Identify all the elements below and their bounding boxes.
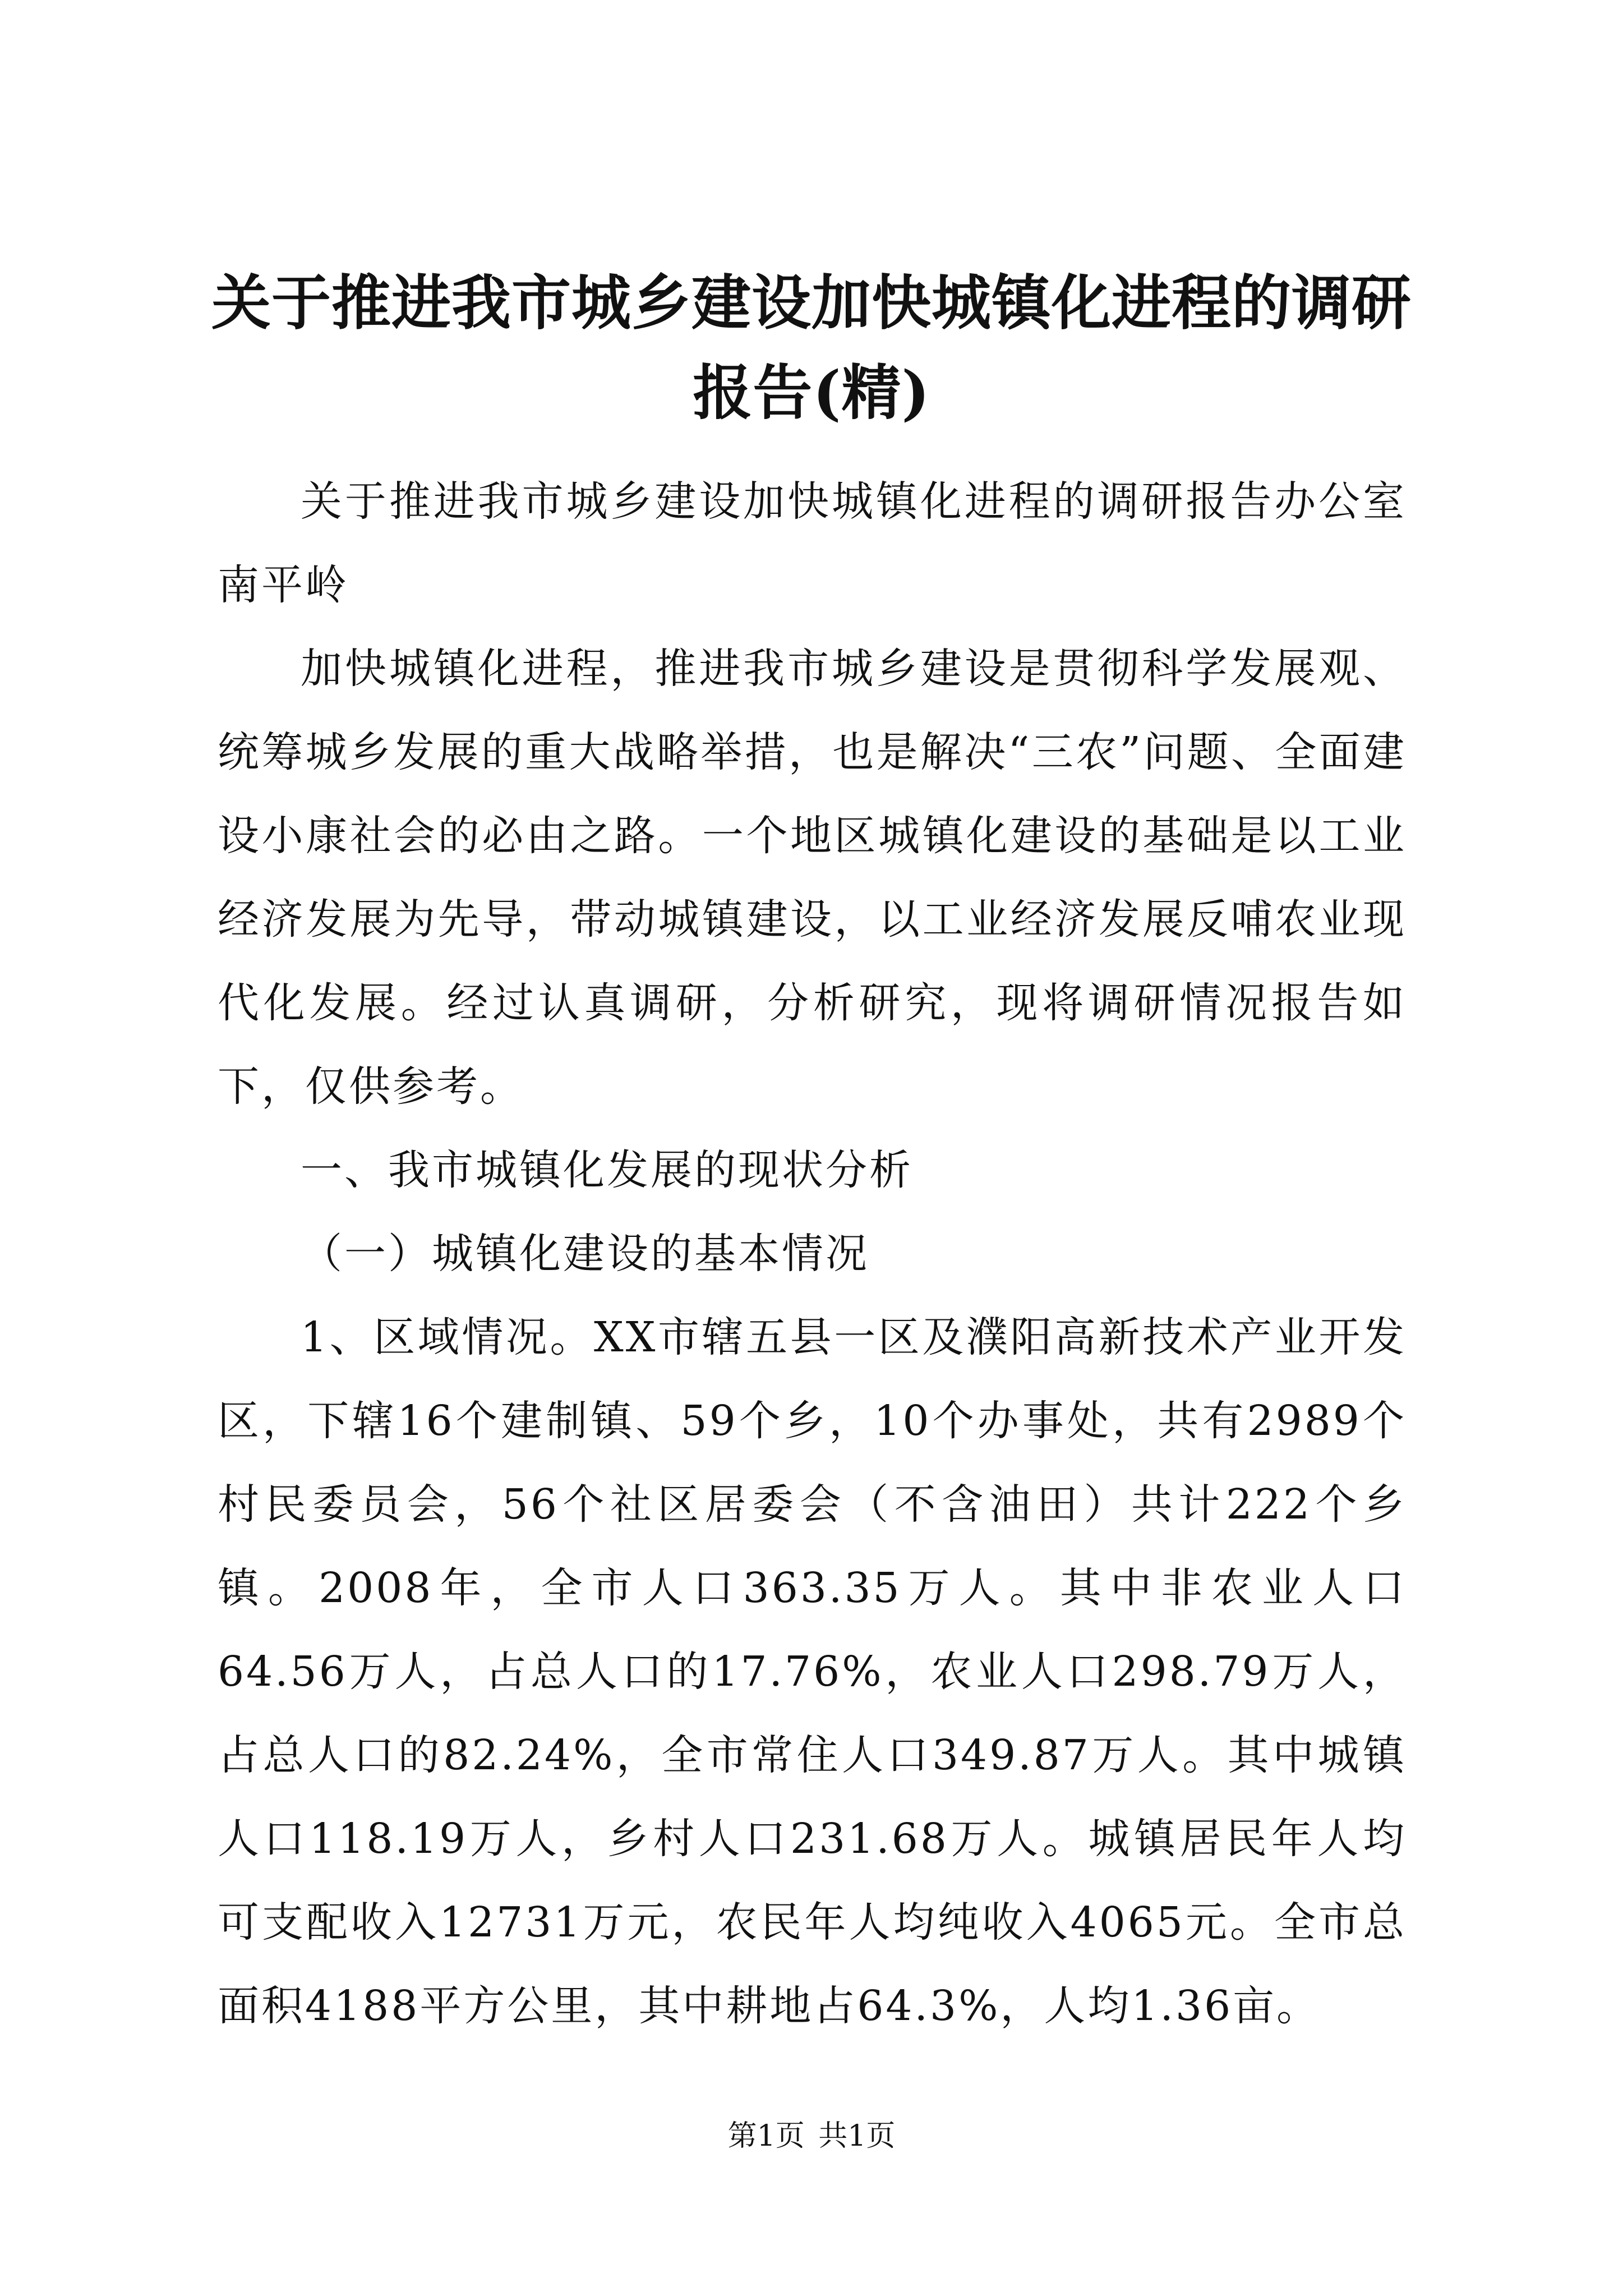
- page-total: 共1页: [818, 2119, 896, 2153]
- paragraph-region-info: 1、区域情况。XX市辖五县一区及濮阳高新技术产业开发区，下辖16个建制镇、59个乡，10个办事处，共有2989个村民委员会，56个社区居委会（不含油田）共计222个乡镇。2008年，全市人口363.35万人。其中非农业人口64.56万人，占总人口的17.76%，农业人口298.79万人，占总人口的82.24%，全市常住人口349.87万人。其中城镇人口118.19万人，乡村人口231.68万人。城镇居民年人均可支配收入12731万元，农民年人均纯收入4065元。全市总面积4188平方公里，其中耕地占64.3%，人均1.36亩。: [218, 1313, 1407, 2030]
- paragraph-intro: 加快城镇化进程，推进我市城乡建设是贯彻科学发展观、统筹城乡发展的重大战略举措，也是解决“三农”问题、全面建设小康社会的必由之路。一个地区城镇化建设的基础是以工业经济发展为先导，带动城镇建设，以工业经济发展反哺农业现代化发展。经过认真调研，分析研究，现将调研情况报告如下，仅供参考。: [218, 645, 1407, 1111]
- document-title: 关于推进我市城乡建设加快城镇化进程的调研报告(精): [211, 268, 1412, 427]
- section-heading: 一、我市城镇化发展的现状分析: [301, 1146, 913, 1194]
- paragraph-author-line: 关于推进我市城乡建设加快城镇化进程的调研报告办公室南平岭: [218, 477, 1407, 609]
- page-footer: [0, 2118, 1623, 2154]
- page-number: 第1页: [727, 2119, 805, 2153]
- subsection-heading: （一）城镇化建设的基本情况: [301, 1230, 869, 1278]
- document-body: [218, 460, 1407, 2048]
